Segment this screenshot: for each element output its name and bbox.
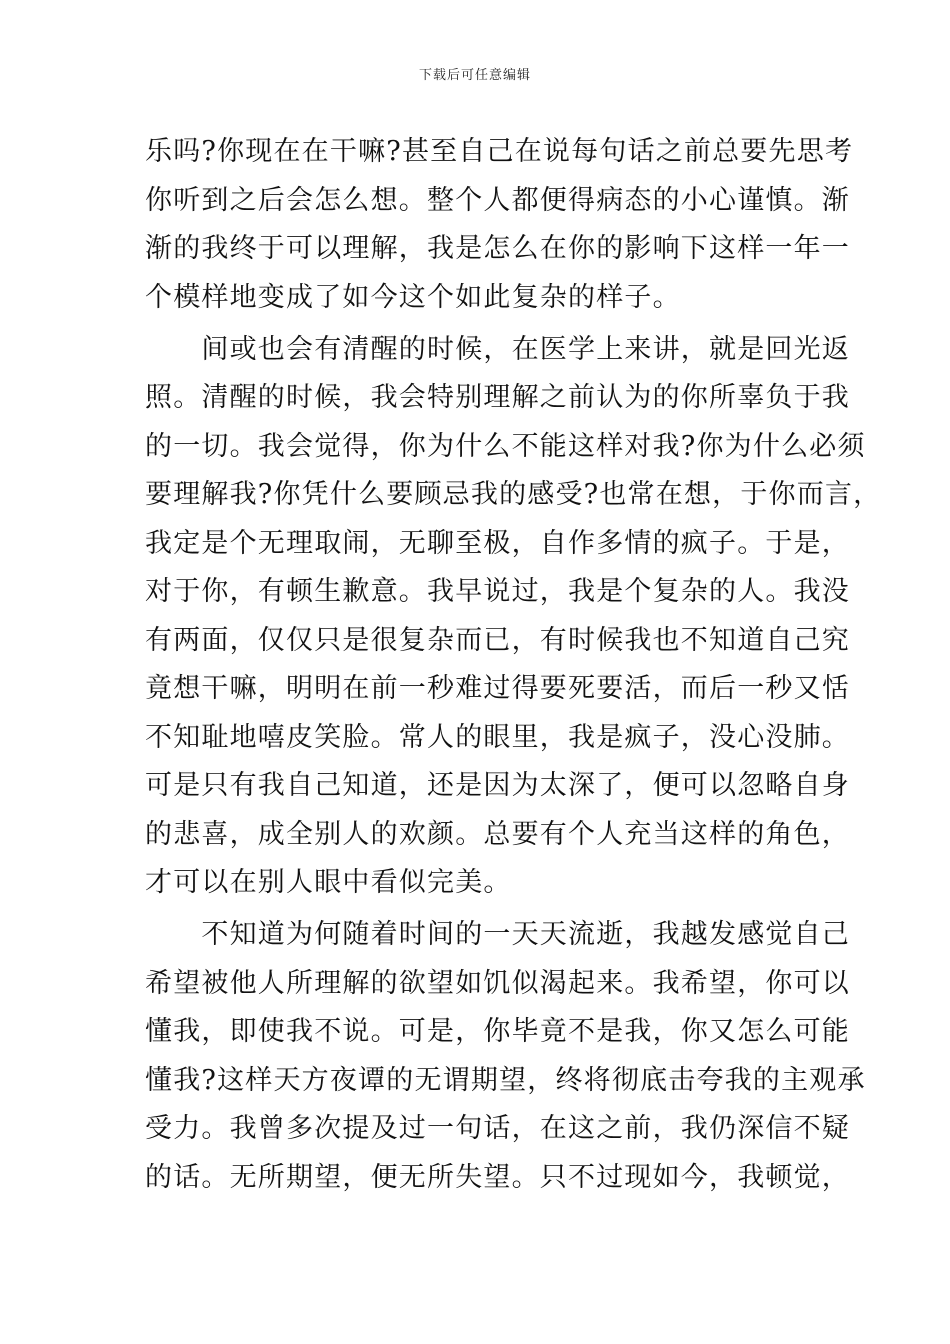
text-line: 希望被他人所理解的欲望如饥似渴起来。我希望，你可以 (145, 967, 850, 999)
text-line: 的一切。我会觉得，你为什么不能这样对我?你为什么必须 (145, 430, 866, 462)
page-header: 下载后可任意编辑 (418, 68, 531, 83)
text-line: 乐吗?你现在在干嘛?甚至自己在说每句话之前总要先思考 (145, 136, 854, 167)
text-line: 懂我?这样天方夜谭的无谓期望，终将彻底击夸我的主观承 (145, 1064, 866, 1096)
text-line: 才可以在别人眼中看似完美。 (145, 867, 512, 898)
text-line: 懂我，即使我不说。可是，你毕竟不是我，你又怎么可能 (145, 1016, 850, 1047)
text-line: 有两面，仅仅只是很复杂而已，有时候我也不知道自己究 (145, 624, 850, 656)
paragraph (145, 911, 866, 1202)
text-line: 可是只有我自己知道，还是因为太深了，便可以忽略自身 (145, 770, 850, 801)
text-line: 的话。无所期望，便无所失望。只不过现如今，我顿觉， (145, 1161, 850, 1193)
text-line: 要理解我?你凭什么要顾忌我的感受?也常在想，于你而言， (145, 479, 882, 510)
text-line: 竟想干嘛，明明在前一秒难过得要死要活，而后一秒又恬 (145, 673, 850, 704)
text-line: 渐的我终于可以理解，我是怎么在你的影响下这样一年一 (145, 233, 850, 264)
text-line: 的悲喜，成全别人的欢颜。总要有个人充当这样的角色， (145, 818, 850, 850)
text-line: 受力。我曾多次提及过一句话，在这之前，我仍深信不疑 (145, 1113, 850, 1144)
document-body (145, 128, 882, 1202)
paragraph (145, 128, 854, 322)
text-line: 不知耻地嘻皮笑脸。常人的眼里，我是疯子，没心没肺。 (145, 721, 850, 753)
text-line: 你听到之后会怎么想。整个人都便得病态的小心谨慎。渐 (145, 184, 850, 216)
text-line: 不知道为何随着时间的一天天流逝，我越发感觉自己 (145, 919, 850, 950)
text-line: 间或也会有清醒的时候，在医学上来讲，就是回光返 (145, 333, 850, 365)
text-line: 我定是个无理取闹，无聊至极，自作多情的疯子。于是， (145, 527, 850, 559)
text-line: 照。清醒的时候，我会特别理解之前认为的你所辜负于我 (145, 382, 850, 413)
text-line: 个模样地变成了如今这个如此复杂的样子。 (145, 281, 681, 313)
text-line: 对于你，有顿生歉意。我早说过，我是个复杂的人。我没 (145, 576, 850, 607)
paragraph (145, 326, 882, 908)
